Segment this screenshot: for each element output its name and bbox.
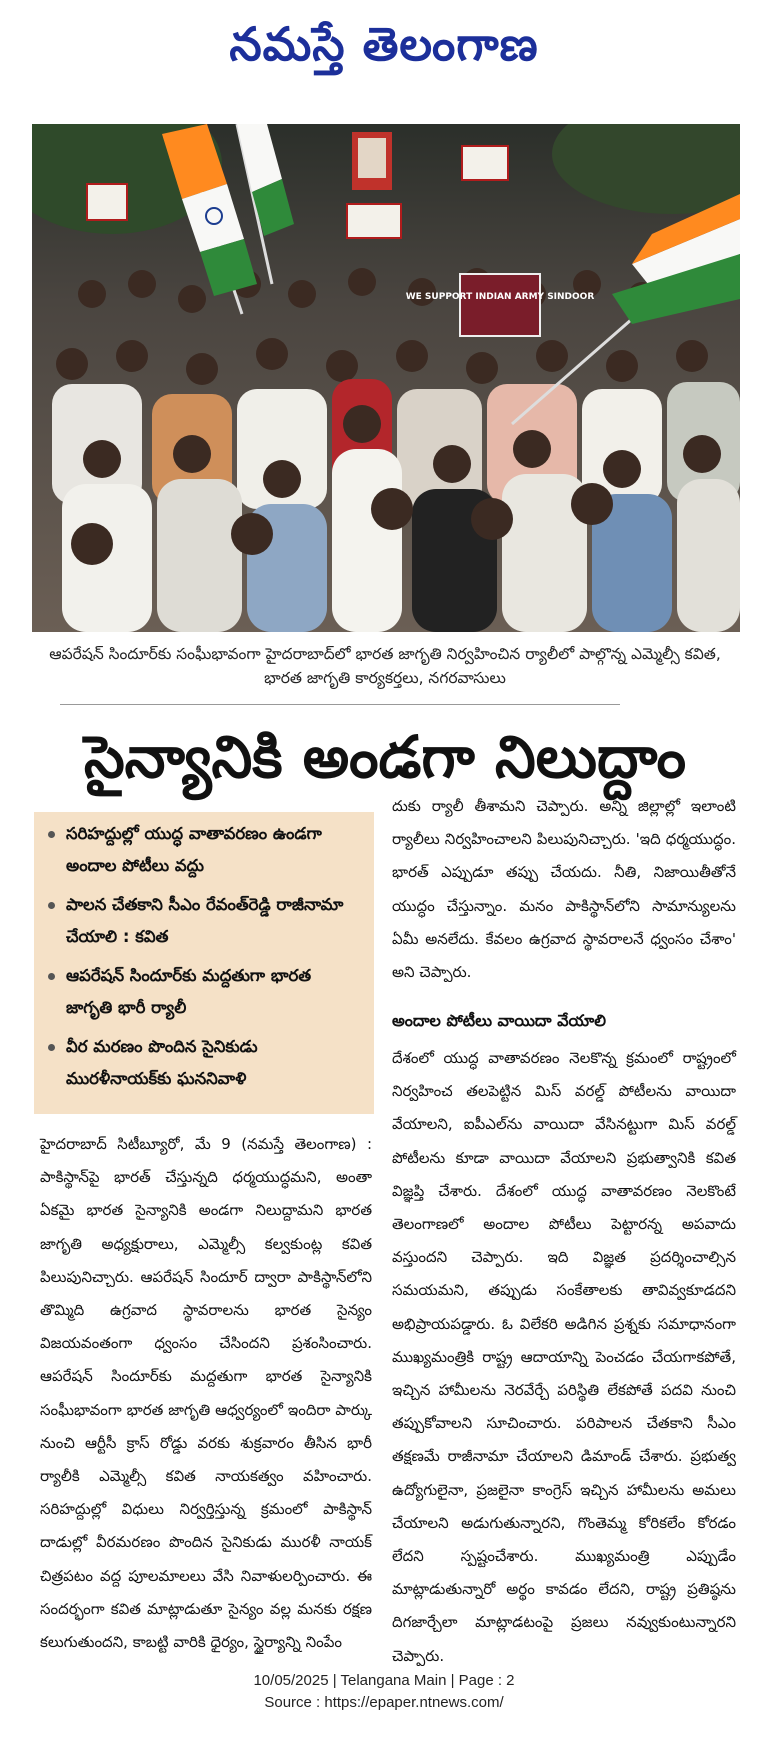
highlight-item [48,818,362,882]
footer-edition-line: 10/05/2025 | Telangana Main | Page : 2 [253,1672,515,1689]
placard-text: WE SUPPORT INDIAN ARMY SINDOOR [405,292,595,302]
bullet-icon [48,902,55,909]
rally-photo [32,124,740,632]
highlight-item [48,1031,362,1095]
footer-source-line: Source : https://epaper.ntnews.com/ [264,1694,504,1711]
caption-divider [60,704,620,705]
page-footer [0,1670,768,1714]
article-body-right-column-top: దుకు ర్యాలీ తీశామని చెప్పారు. అన్ని జిల్లాల్లో ఇలాంటి ర్యాలీలు నిర్వహించాలని పిలుపునిచ్చారు. 'ఇది ధర్మయుద్ధం. భారత్ ఎప్పుడూ తప్పు చేయదు. నీతి, నిజాయితీతోనే యుద్ధం చేస్తున్నాం. మనం పాకిస్థాన్‌లోని సామాన్యులను ఏమీ అనలేదు. కేవలం ఉగ్రవాద స్థావరాలనే ధ్వంసం చేశాం' అని చెప్పారు. [392,797,736,982]
placard-top-right [462,146,508,180]
highlight-item [48,889,362,953]
rally-photo-illustration [32,124,740,632]
masthead-logo: నమస్తే తెలంగాణ [229,17,539,71]
placard-soldier [352,132,392,190]
highlight-item [48,960,362,1024]
article-headline: సైన్యానికి అండగా నిలుద్దాం [83,723,687,791]
article-subheading: అందాల పోటీలు వాయిదా వేయాలి [392,1011,606,1030]
article-body-left-column: హైదరాబాద్ సిటీబ్యూరో, మే 9 (నమస్తే తెలంగాణ) : పాకిస్థాన్‌పై భారత్ చేస్తున్నది ధర్మయుద్ధమని, అంతా ఏకమై భారత సైన్యానికి అండగా నిలుద్దామని భారత జాగృతి అధ్యక్షురాలు, ఎమ్మెల్సీ కల్వకుంట్ల కవిత పిలుపునిచ్చారు. ఆపరేషన్ సిందూర్ ద్వారా పాకిస్థాన్‌లోని తొమ్మిది ఉగ్రవాద స్థావరాలను భారత సైన్యం విజయవంతంగా ధ్వంసం చేసిందని ప్రశంసించారు. ఆపరేషన్ సిందూర్‌కు మద్దతుగా భారత సైన్యానికి సంఘీభావంగా భారత జాగృతి ఆధ్వర్యంలో ఇందిరా పార్కు నుంచి ఆర్టీసీ క్రాస్ రోడ్డు వరకు శుక్రవారం తీసిన భారీ ర్యాలీకి ఎమ్మెల్సీ కవిత నాయకత్వం వహించారు. సరిహద్దుల్లో విధులు నిర్వర్తిస్తున్న క్రమంలో పాకిస్థాన్ దాడుల్లో వీరమరణం పొందిన సైనికుడు మురళీ నాయక్ చిత్రపటం వద్ద పూలమాలలు వేసి నివాళులర్పించారు. ఈ సందర్భంగా కవిత మాట్లాడుతూ సైన్యం వల్ల మనకు రక్షణ కలుగుతుందని, కాబట్టి వారికి ధైర్యం, స్థైర్యాన్ని నింపేం [40,1135,372,1652]
placard-center [347,204,401,238]
bullet-icon [48,831,55,838]
placard-left [87,184,127,220]
photo-caption: ఆపరేషన్ సిందూర్‌కు సంఘీభావంగా హైదరాబాద్‌లో భారత జాగృతి నిర్వహించిన ర్యాలీలో పాల్గొన్న ఎమ్మెల్సీ కవిత, భారత జాగృతి కార్యకర్తలు, నగరవాసులు [49,645,721,687]
bullet-icon [48,1044,55,1051]
highlight-text: సరిహద్దుల్లో యుద్ధ వాతావరణం ఉండగా అందాల పోటీలు వద్దు [66,824,322,875]
article-body-right-column-bottom: దేశంలో యుద్ధ వాతావరణం నెలకొన్న క్రమంలో రాష్ట్రంలో నిర్వహించ తలపెట్టిన మిస్ వరల్డ్ పోటీలను వాయిదా వేయాలని, ఐపీఎల్‌ను వాయిదా వేసినట్టుగా మిస్ వరల్డ్ పోటీలను కూడా వాయిదా వేయాలని ప్రభుత్వానికి కవిత విజ్ఞప్తి చేశారు. దేశంలో యుద్ధ వాతావరణం నెలకొంటే తెలంగాణలో అందాల పోటీలు పెట్టారన్న అపవాదు వస్తుందని చెప్పారు. ఇది విజ్ఞత ప్రదర్శించాల్సిన సమయమని, తప్పుడు సంకేతాలకు తావివ్వకూడదని అభిప్రాయపడ్డారు. ఓ విలేకరి అడిగిన ప్రశ్నకు సమాధానంగా ముఖ్యమంత్రికి రాష్ట్ర ఆదాయాన్ని పెంచడం చేయగాకపోతే, ఇచ్చిన హామీలను నెరవేర్చే పరిస్థితి లేకపోతే పదవి నుంచి తప్పుకోవాలని సూచించారు. పరిపాలన చేతకాని సీఎం తక్షణమే రాజీనామా చేయాలని డిమాండ్ చేశారు. ప్రభుత్వ ఉద్యోగులైనా, ప్రజలైనా కాంగ్రెస్ ఇచ్చిన హామీలను అమలు చేయాలని అడుగుతున్నారని, గొంతెమ్మ కోరికలేం కోరడం లేదని స్పష్టంచేశారు. ముఖ్యమంత్రి ఎప్పుడేం మాట్లాడుతున్నారో అర్థం కావడం లేదని, రాష్ట్ర ప్రతిష్ఠను దిగజార్చేలా మాట్లాడటంపై ప్రజలు నవ్వుకుంటున్నారని చెప్పారు. [392,1049,736,1665]
highlight-text: పాలన చేతకాని సీఎం రేవంత్‌రెడ్డి రాజీనామా చేయాలి : కవిత [66,895,344,946]
highlights-box [34,812,374,1114]
highlight-text: వీర మరణం పొందిన సైనికుడు మురళీనాయక్‌కు ఘననివాళి [66,1037,258,1088]
highlight-text: ఆపరేషన్ సిందూర్‌కు మద్దతుగా భారత జాగృతి భారీ ర్యాలీ [66,966,312,1017]
bullet-icon [48,973,55,980]
